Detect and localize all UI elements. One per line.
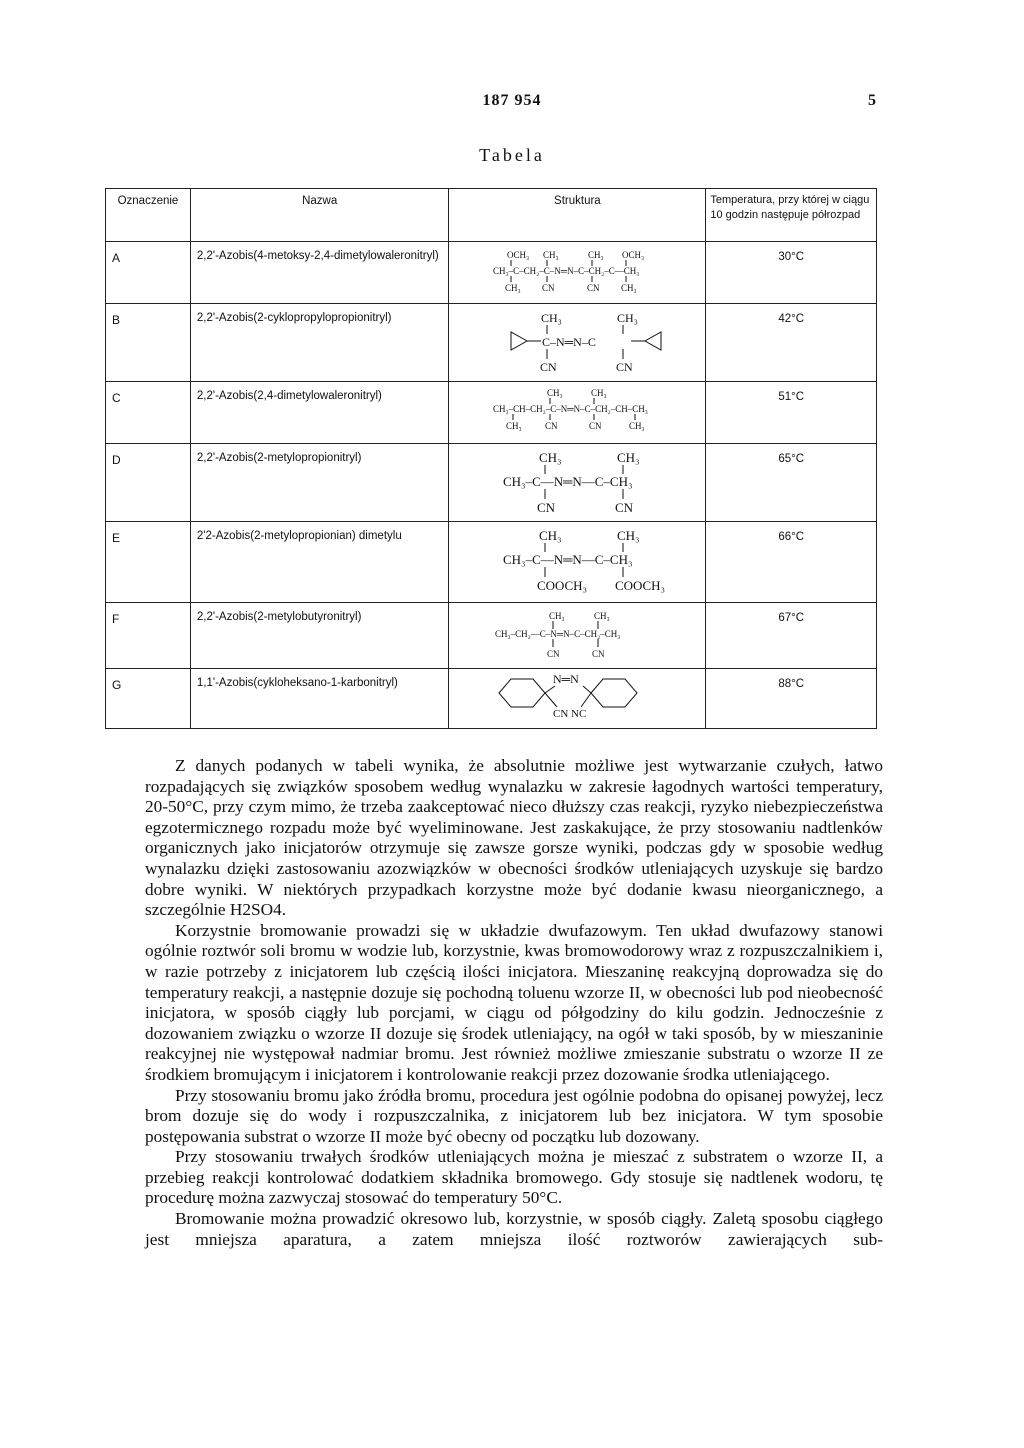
paragraph: Bromowanie można prowadzić okresowo lub, korzystnie, w sposób ciągły. Zaletą sposobu ciągłego jest mniejsza aparatura, a zatem mniejsza ilość roztworów zawierających sub- — [145, 1209, 883, 1249]
svg-text:CH₃: CH₃ — [541, 311, 563, 325]
row-temperature: 66°C — [706, 522, 877, 603]
row-code: D — [106, 444, 191, 522]
structure-f — [449, 603, 706, 669]
row-code: E — [106, 522, 191, 603]
svg-text:CN: CN — [545, 421, 558, 431]
svg-text:CN: CN — [615, 500, 634, 515]
row-name: 2,2'-Azobis(4-metoksy-2,4-dimetylowaleronitryl) — [190, 242, 448, 304]
paragraph: Przy stosowaniu trwałych środków utleniających można je mieszać z substratem o wzorze II, a przebieg reakcji kontrolować dodatkiem składnika bromowego. Gdy stosuje się nadtlenek wodoru, tę procedurę można zazwyczaj stosować do temperatury 50°C. — [145, 1147, 883, 1208]
table-row — [106, 304, 877, 382]
svg-text:OCH₃: OCH₃ — [622, 250, 645, 260]
svg-text:CH₃: CH₃ — [506, 421, 523, 431]
svg-text:N═N: N═N — [553, 672, 580, 686]
structure-g — [449, 669, 706, 729]
paragraph: Korzystnie bromowanie prowadzi się w układzie dwufazowym. Ten układ dwufazowy stanowi ogólnie roztwór soli bromu w wodzie lub, korzystnie, kwas bromowodorowy wraz z rozpuszczalnikiem i, w razie potrzeby z inicjatorem lub częścią ilości inicjatora. Mieszaninę reakcyjną doprowadza się do temperatury reakcji, a następnie dozuje się pochodną toluenu wzorze II, w obecności lub pod nieobecność inicjatora, w sposób ciągły lub porcjami, w ciągu od półgodziny do kilu godzin. Jednocześnie z dozowaniem związku o wzorze II dozuje się środek utleniający, na ogół w taki sposób, by w mieszaninie reakcyjnej nie występował nadmiar bromu. Jest również możliwe zmieszanie substratu o wzorze II ze środkiem bromującym i inicjatorem i kontrolowanie reakcji przez dozowanie środka utleniającego. — [145, 920, 883, 1084]
structure-formula-e — [449, 522, 705, 602]
row-name: 2'2-Azobis(2-metylopropionian) dimetylu — [190, 522, 448, 603]
svg-text:CH₃: CH₃ — [629, 421, 646, 431]
table-row — [106, 669, 877, 729]
table-header-row — [106, 189, 877, 242]
table-row — [106, 522, 877, 603]
row-code: F — [106, 603, 191, 669]
svg-text:CN: CN — [589, 421, 602, 431]
row-temperature: 42°C — [706, 304, 877, 382]
svg-text:CH₃–C––N═N––C–CH₃: CH₃–C––N═N––C–CH₃ — [503, 552, 633, 567]
svg-text:CH₃: CH₃ — [621, 283, 638, 293]
table-row — [106, 382, 877, 444]
svg-text:COOCH₃: COOCH₃ — [615, 578, 666, 593]
body-text — [145, 756, 883, 1250]
structure-e — [449, 522, 706, 603]
row-name: 2,2'-Azobis(2,4-dimetylowaleronitryl) — [190, 382, 448, 444]
structure-d — [449, 444, 706, 522]
svg-text:CN NC: CN NC — [553, 708, 587, 720]
structure-formula-b — [449, 304, 705, 380]
structure-formula-d — [449, 444, 705, 520]
header-structure: Struktura — [449, 189, 706, 242]
svg-text:CH₃: CH₃ — [543, 250, 560, 260]
page-number: 5 — [868, 92, 876, 109]
paragraph: Z danych podanych w tabeli wynika, że absolutnie możliwe jest wytwarzanie czułych, łatwo rozpadających się związków sposobem według wynalazku w zakresie łagodnych wartości temperatury, 20-50°C, przy czym mimo, że trzeba zaakceptować nieco dłuższy czas reakcji, ryzyko niebezpieczeństwa egzotermicznego rozpadu może być wyeliminowane. Jest zaskakujące, że przy stosowaniu nadtlenków organicznych jako inicjatorów otrzymuje się zawsze gorsze wyniki, podczas gdy w sposobie według wynalazku dzięki zastosowaniu azozwiązków w obecności środków utleniających uzyskuje się bardzo dobre wyniki. W niektórych przypadkach korzystne może być dodanie kwasu nieorganicznego, a szczególnie H2SO4. — [145, 756, 883, 920]
svg-text:CN: CN — [616, 360, 634, 374]
header-name: Nazwa — [190, 189, 448, 242]
svg-text:CN: CN — [547, 649, 560, 659]
row-temperature: 88°C — [706, 669, 877, 729]
svg-text:CH₃: CH₃ — [591, 388, 608, 398]
svg-text:C–N═N–C: C–N═N–C — [542, 335, 597, 349]
svg-text:CH₃: CH₃ — [549, 611, 566, 621]
svg-text:CH₃: CH₃ — [539, 450, 562, 465]
row-code: A — [106, 242, 191, 304]
svg-text:CH₃: CH₃ — [539, 528, 562, 543]
table-caption: Tabela — [479, 145, 545, 165]
svg-text:CN: CN — [540, 360, 558, 374]
header-half-life-temperature: Temperatura, przy której w ciągu 10 godzin następuje półrozpad — [706, 189, 877, 242]
svg-text:CH₃: CH₃ — [505, 283, 522, 293]
row-code: G — [106, 669, 191, 729]
svg-text:CH₃–CH₂––C–N═N–C–CH₂–CH₃: CH₃–CH₂––C–N═N–C–CH₂–CH₃ — [495, 629, 621, 639]
structure-b — [449, 304, 706, 382]
svg-text:CN: CN — [587, 283, 600, 293]
azo-initiators-table — [105, 188, 877, 729]
svg-text:CH₃: CH₃ — [617, 450, 640, 465]
row-code: C — [106, 382, 191, 444]
row-name: 2,2'-Azobis(2-metylopropionitryl) — [190, 444, 448, 522]
document-number: 187 954 — [482, 92, 542, 109]
svg-text:CH₃: CH₃ — [547, 388, 564, 398]
table-row — [106, 242, 877, 304]
table-row — [106, 444, 877, 522]
paragraph: Przy stosowaniu bromu jako źródła bromu, procedura jest ogólnie podobna do opisanej powyżej, lecz brom dozuje się do wody i rozpuszczalnika, z inicjatorem lub bez inicjatora. W tym sposobie postępowania substrat o wzorze II może być obecny od początku lub dozowany. — [145, 1085, 883, 1146]
svg-text:CN: CN — [537, 500, 556, 515]
svg-text:CH₃–C––N═N––C–CH₃: CH₃–C––N═N––C–CH₃ — [503, 474, 633, 489]
structure-a — [449, 242, 706, 304]
structure-c — [449, 382, 706, 444]
structure-formula-f — [449, 603, 705, 667]
header-designation: Oznaczenie — [106, 189, 191, 242]
row-temperature: 67°C — [706, 603, 877, 669]
svg-text:CH₃–C–CH₂–C–N═N–C–CH₂–C––CH₃: CH₃–C–CH₂–C–N═N–C–CH₂–C––CH₃ — [493, 266, 640, 276]
svg-text:CH₃–CH–CH₂–C–N═N–C–CH₂–CH–CH₃: CH₃–CH–CH₂–C–N═N–C–CH₂–CH–CH₃ — [493, 404, 649, 414]
svg-text:CH₃: CH₃ — [594, 611, 611, 621]
svg-text:COOCH₃: COOCH₃ — [537, 578, 588, 593]
row-code: B — [106, 304, 191, 382]
structure-formula-g — [449, 669, 705, 727]
table-row — [106, 603, 877, 669]
row-temperature: 51°C — [706, 382, 877, 444]
structure-formula-a — [449, 242, 705, 302]
row-temperature: 65°C — [706, 444, 877, 522]
svg-text:CH₃: CH₃ — [588, 250, 605, 260]
svg-text:CN: CN — [592, 649, 605, 659]
row-name: 1,1'-Azobis(cykloheksano-1-karbonitryl) — [190, 669, 448, 729]
structure-formula-c — [449, 382, 705, 442]
svg-text:CH₃: CH₃ — [617, 528, 640, 543]
row-name: 2,2'-Azobis(2-metylobutyronitryl) — [190, 603, 448, 669]
row-name: 2,2'-Azobis(2-cyklopropylopropionitryl) — [190, 304, 448, 382]
svg-text:OCH₃: OCH₃ — [507, 250, 530, 260]
svg-text:CN: CN — [542, 283, 555, 293]
svg-text:CH₃: CH₃ — [617, 311, 639, 325]
row-temperature: 30°C — [706, 242, 877, 304]
